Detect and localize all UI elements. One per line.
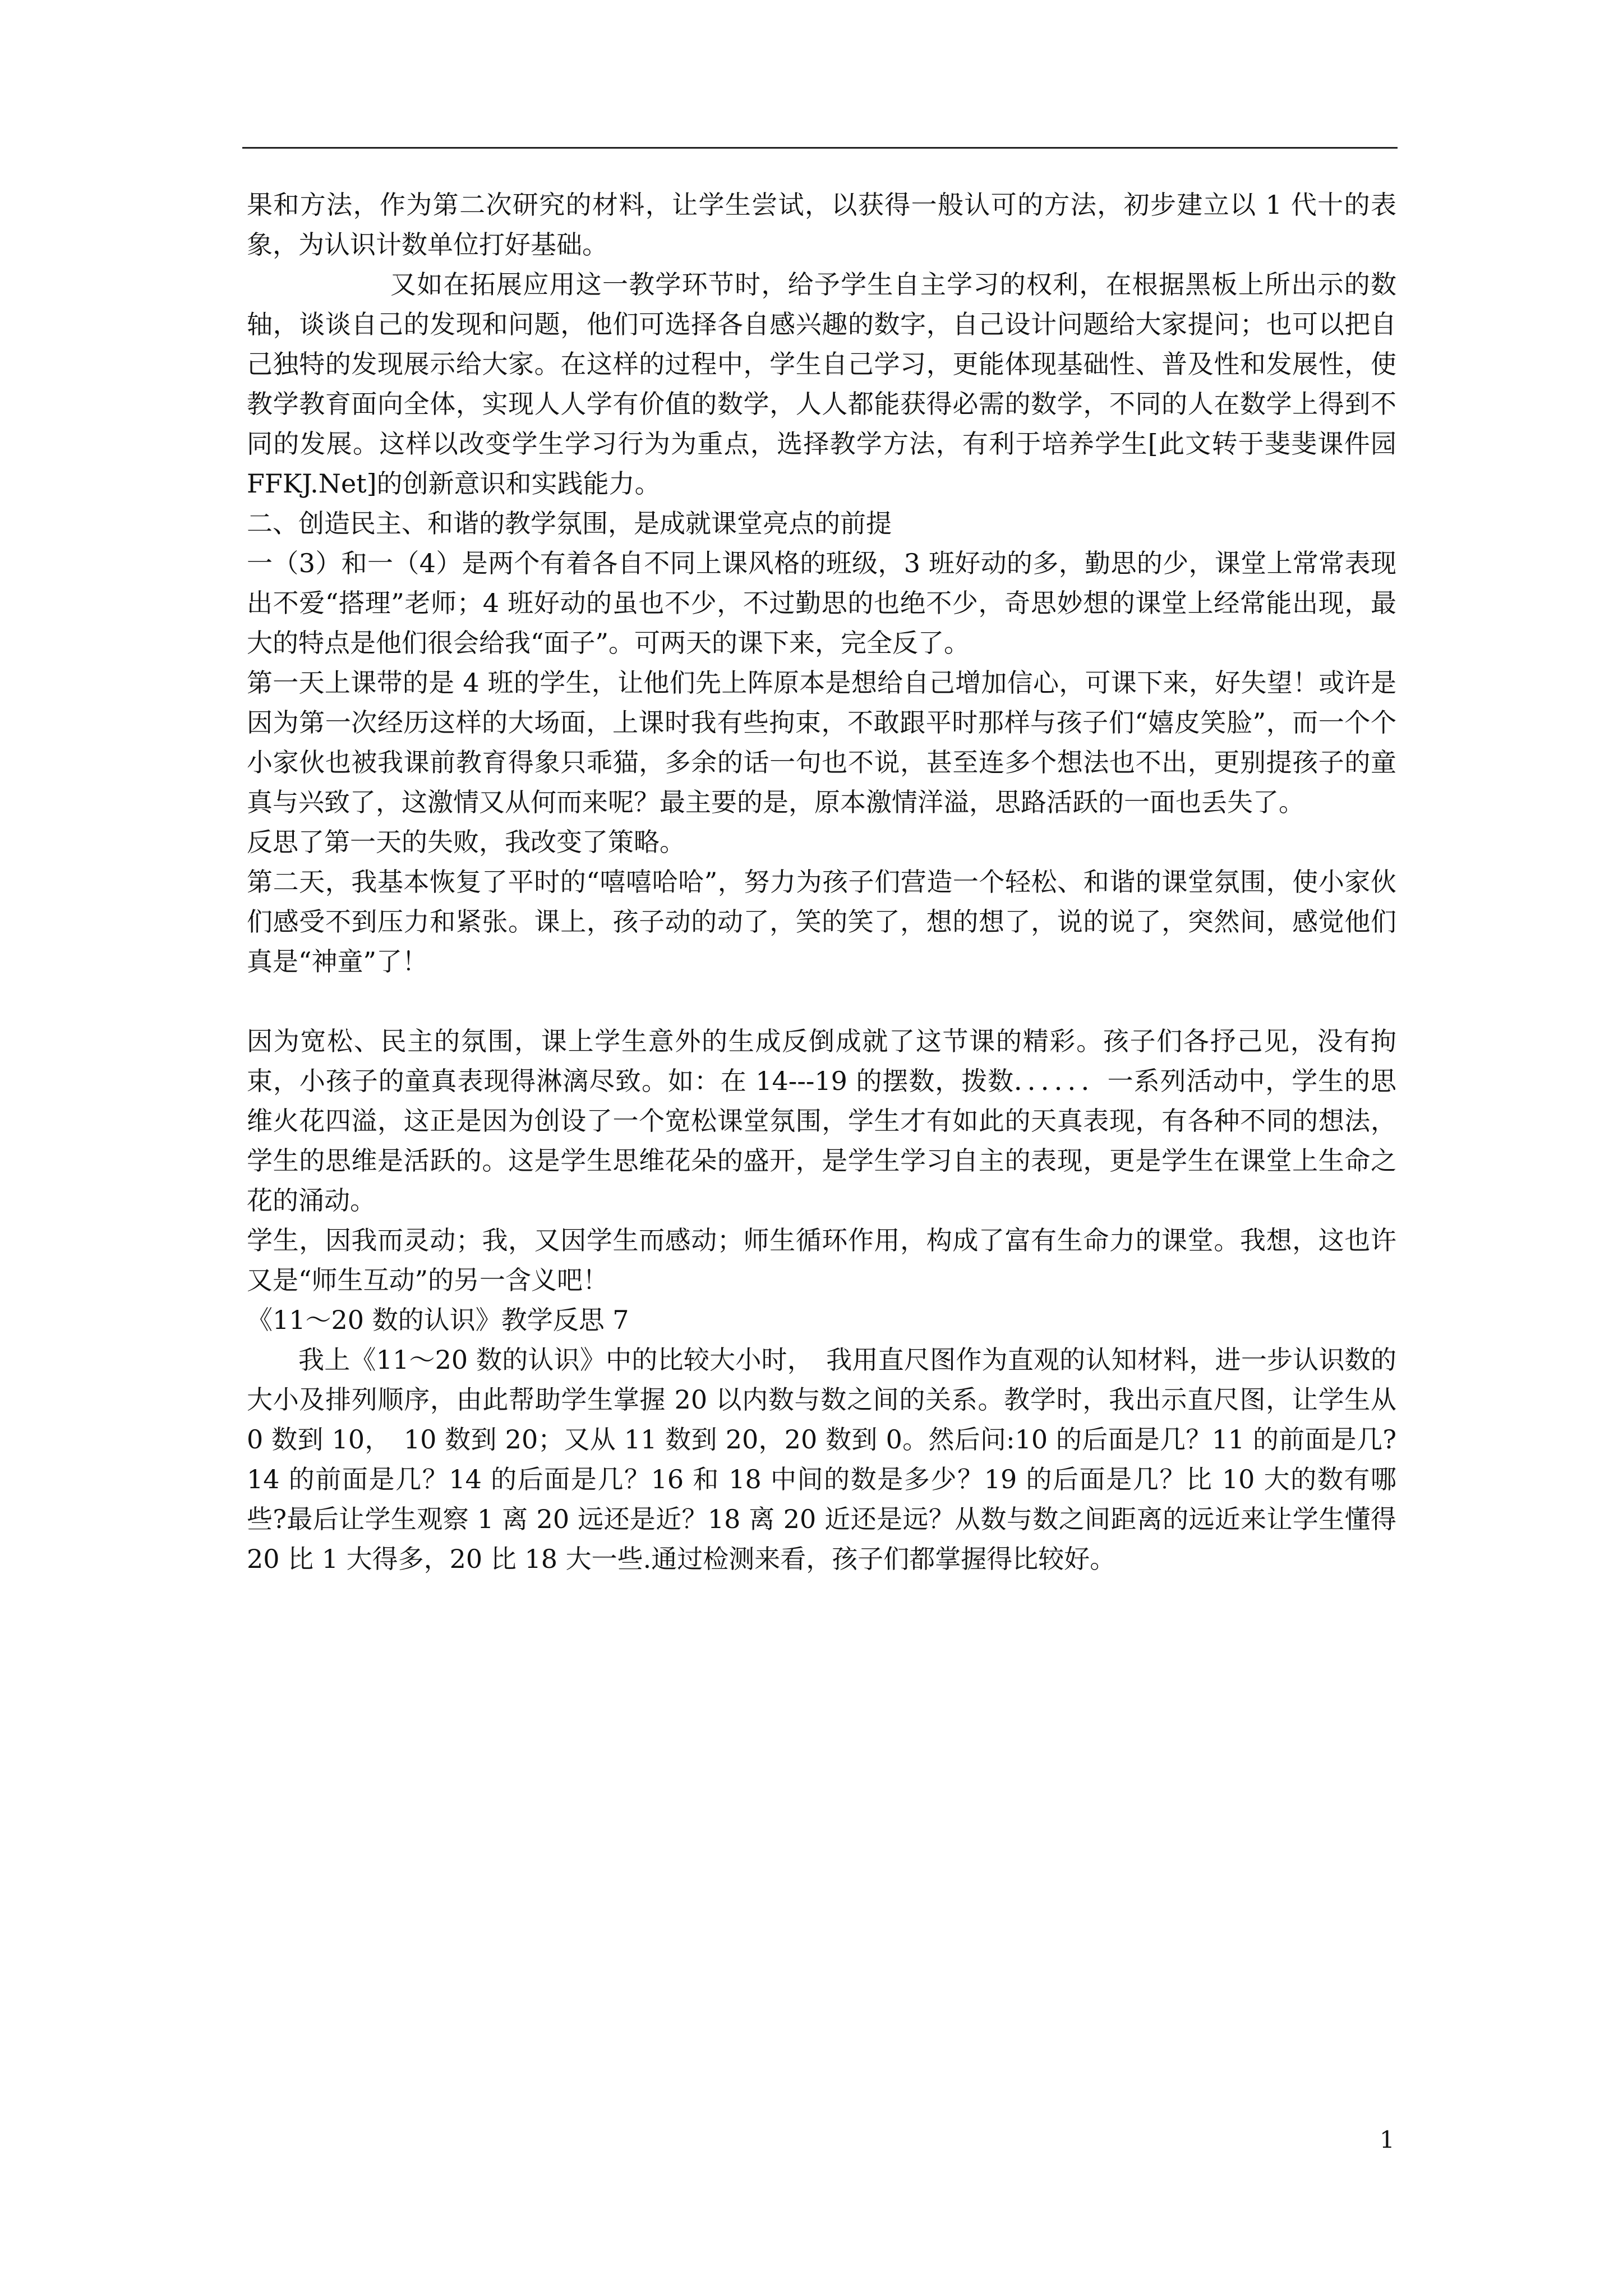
blank-line [247, 982, 1396, 1022]
paragraph-two-classes: 一（3）和一（4）是两个有着各自不同上课风格的班级，3 班好动的多，勤思的少，课堂上常常表现出不爱“搭理”老师；4 班好动的虽也不少，不过勤思的也绝不少，奇思妙想的课堂上经常能出现，最大的特点是他们很会给我“面子”。可两天的课下来，完全反了。 [247, 548, 1396, 658]
header-rule [242, 147, 1398, 149]
page-number: 1 [1380, 2126, 1395, 2154]
paragraph-extension-application: 又如在拓展应用这一教学环节时，给予学生自主学习的权利，在根据黑板上所出示的数轴，谈谈自己的发现和问题，他们可选择各自感兴趣的数字，自己设计问题给大家提问；也可以把自己独特的发现展示给大家。在这样的过程中，学生自己学习，更能体现基础性、普及性和发展性，使教学教育面向全体，实现人人学有价值的数学，人人都能获得必需的数学，不同的人在数学上得到不同的发展。这样以改变学生学习行为为重点，选择教学方法，有利于培养学生[此文转于斐斐课件园 FFKJ.Net]的创新意识和实践能力。 [247, 269, 1422, 499]
paragraph-atmosphere: 因为宽松、民主的氛围，课上学生意外的生成反倒成就了这节课的精彩。孩子们各抒己见，没有拘束，小孩子的童真表现得淋漓尽致。如：在 14---19 的摆数，拨数．．．．．．一系列活动中，学生的思维火花四溢，这正是因为创设了一个宽松课堂氛围，学生才有如此的天真表现，有各种不同的想法，学生的思维是活跃的。这是学生思维花朵的盛开，是学生学习自主的表现，更是学生在课堂上生命之花的涌动。 [247, 1026, 1396, 1216]
paragraph-second-day: 第二天，我基本恢复了平时的“嘻嘻哈哈”，努力为孩子们营造一个轻松、和谐的课堂氛围，使小家伙们感受不到压力和紧张。课上，孩子动的动了，笑的笑了，想的想了，说的说了，突然间，感觉他们真是“神童”了！ [247, 867, 1396, 977]
paragraph-ruler-diagram: 我上《11～20 数的认识》中的比较大小时， 我用直尺图作为直观的认知材料，进一步认识数的大小及排列顺序，由此帮助学生掌握 20 以内数与数之间的关系。教学时，我出示直尺图，让学生从 0 数到 10， 10 数到 20；又从 11 数到 20，20 数到 0。然后问:10 的后面是几？11 的前面是几?14 的前面是几？14 的后面是几？16 和 18 中间的数是多少？19 的后面是几？比 10 大的数有哪些?最后让学生观察 1 离 20 远还是近？18 离 20 近还是远？从数与数之间距离的远近来让学生懂得 20 比 1 大得多，20 比 18 大一些.通过检测来看，孩子们都掌握得比较好。 [247, 1345, 1396, 1574]
document-body [247, 185, 1422, 1579]
section-heading-2: 二、创造民主、和谐的教学氛围，是成就课堂亮点的前提 [247, 508, 892, 539]
paragraph-interaction: 学生，因我而灵动；我，又因学生而感动；师生循环作用，构成了富有生命力的课堂。我想，这也许又是“师生互动”的另一含义吧！ [247, 1225, 1396, 1295]
section-title-reflection-7: 《11～20 数的认识》教学反思 7 [247, 1305, 629, 1335]
paragraph-reflection: 反思了第一天的失败，我改变了策略。 [247, 827, 685, 857]
paragraph-first-day: 第一天上课带的是 4 班的学生，让他们先上阵原本是想给自己增加信心，可课下来，好失望！或许是因为第一次经历这样的大场面，上课时我有些拘束，不敢跟平时那样与孩子们“嬉皮笑脸”，而一个个小家伙也被我课前教育得象只乖猫，多余的话一句也不说，甚至连多个想法也不出，更别提孩子的童真与兴致了，这激情又从何而来呢？最主要的是，原本激情洋溢，思路活跃的一面也丢失了。 [247, 668, 1396, 817]
paragraph-continuation: 果和方法，作为第二次研究的材料，让学生尝试，以获得一般认可的方法，初步建立以 1 代十的表象，为认识计数单位打好基础。 [247, 190, 1396, 260]
